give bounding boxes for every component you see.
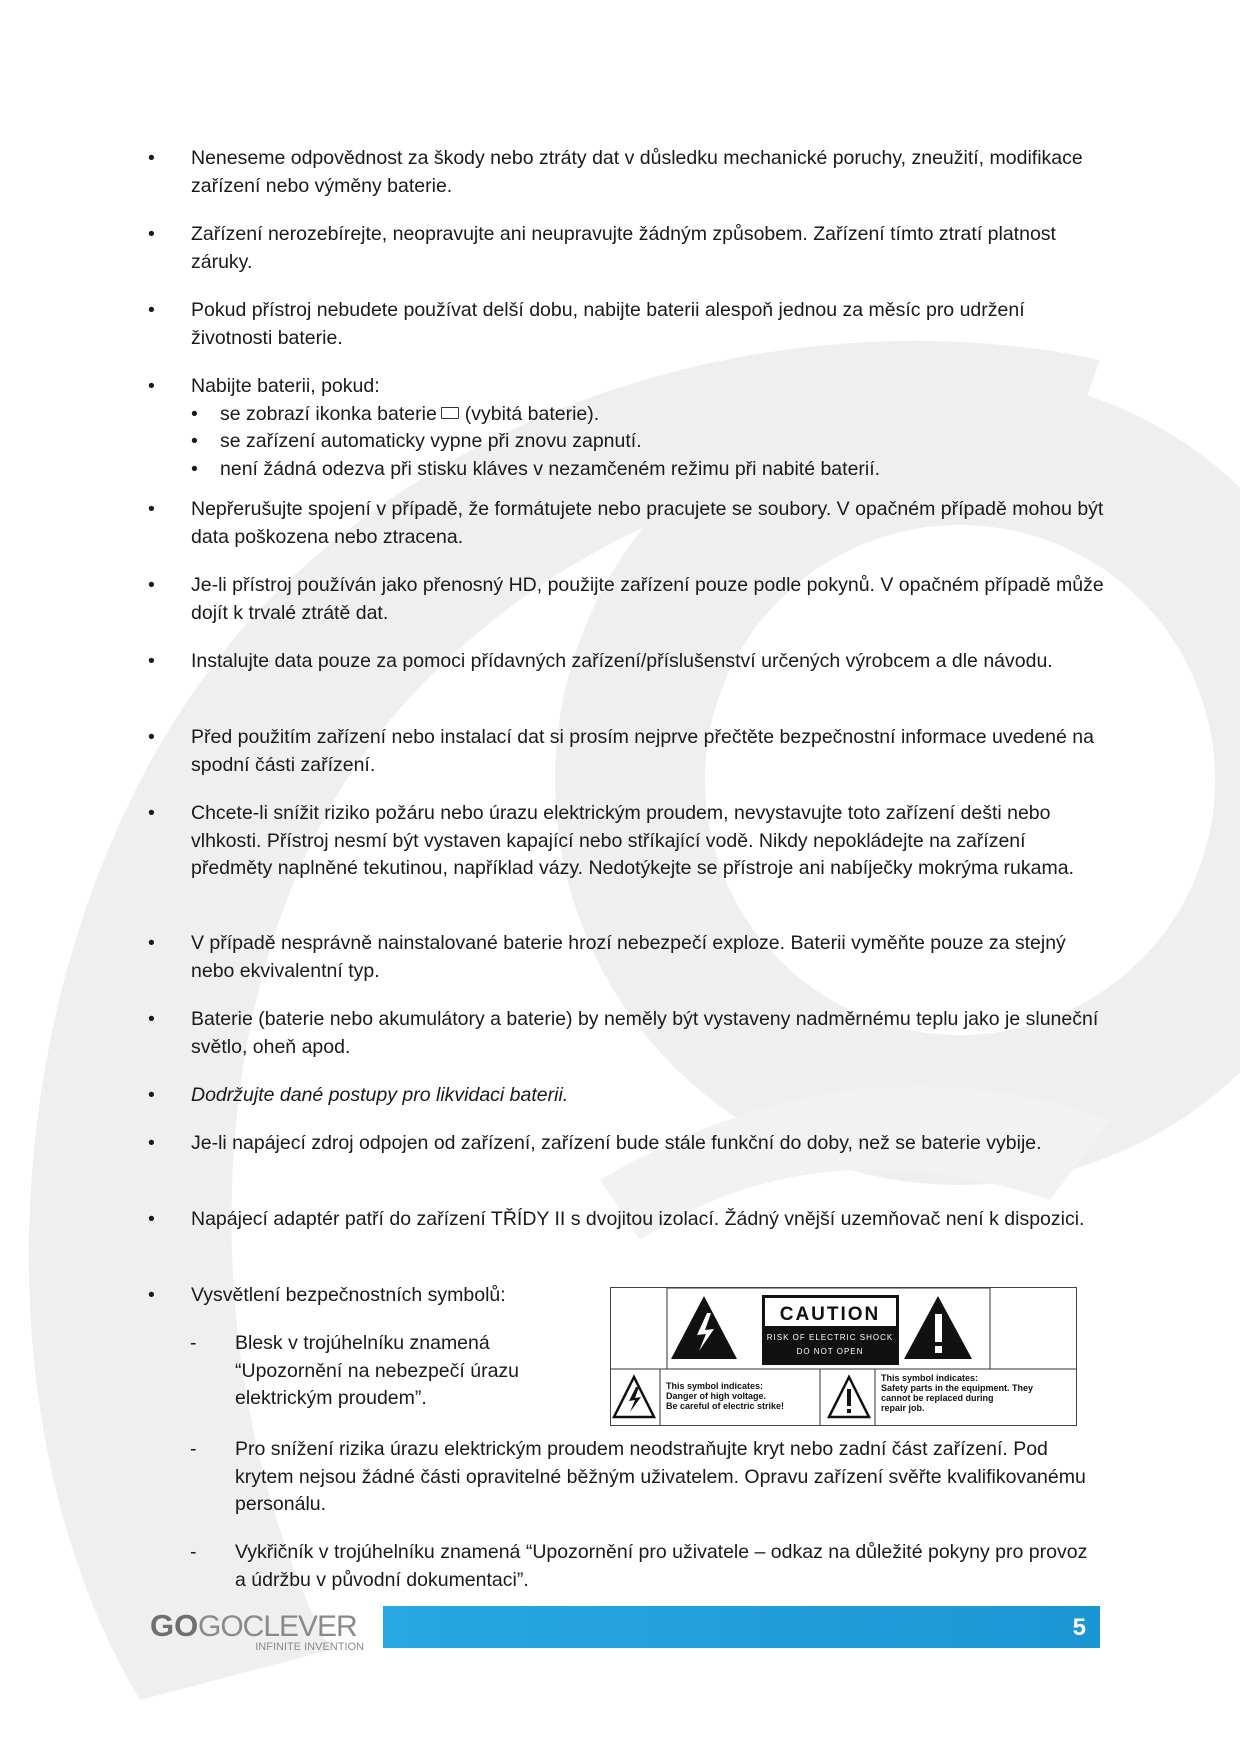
logo-go-mark: GO (150, 1608, 199, 1643)
dash-marker: - (190, 1541, 197, 1563)
bullet-marker: • (148, 299, 155, 321)
bullet-marker: • (148, 1084, 155, 1106)
bullet-item: • Je-li napájecí zdroj odpojen od zařízení, zařízení bude stále funkční do doby, než se baterie vybije. (148, 1130, 1108, 1158)
bullet-item: • Nepřerušujte spojení v případě, že formátujete nebo pracujete se soubory. V opačném případě mohou být data poškozena nebo ztracena. (148, 498, 1104, 548)
bullet-item: • Napájecí adaptér patří do zařízení TŘÍDY II s dvojitou izolací. Žádný vnější uzemňovač není k dispozici. (148, 1206, 1108, 1234)
caution-label-image (610, 1287, 1077, 1426)
empty-battery-icon (441, 407, 459, 419)
bullet-item: • Dodržujte dané postupy pro likvidaci baterii. (148, 1082, 1108, 1110)
dash-marker: - (190, 1438, 197, 1460)
bullet-marker: • (148, 498, 155, 520)
bullet-item: • Vysvětlení bezpečnostních symbolů: (148, 1282, 598, 1310)
battery-conditions-list (191, 401, 1108, 484)
bullet-marker: • (148, 223, 155, 245)
bullet-marker: • (148, 375, 155, 397)
bullet-marker: • (148, 1008, 155, 1030)
bullet-item: • Chcete-li snížit riziko požáru nebo úrazu elektrickým proudem, nevystavujte toto zařízení dešti nebo vlhkosti. Přístroj nesmí být vystaven kapající nebo stříkající vodě. Nikdy nepokládejte na zařízení předměty naplněné tekutinou, například vázy. Nedotýkejte se přístroje ani nabíječky mokrýma rukama. (148, 802, 1074, 879)
bullet-item: • Zařízení nerozebírejte, neopravujte ani neupravujte žádným způsobem. Zařízení tímto ztratí platnost záruky. (148, 223, 1056, 273)
page-number: 5 (1072, 1614, 1086, 1641)
svg-text:Danger of high voltage.: Danger of high voltage. (666, 1391, 767, 1401)
bullet-item: • Nabijte baterii, pokud: • se zobrazí ikonka baterie (vybitá baterie). • se zařízení automaticky vypne při znovu zapnutí. • není žádná odezva při stisku kláves v nezamčeném režimu při nabité baterií. (148, 373, 1108, 483)
bullet-marker: • (148, 574, 155, 596)
svg-text:Safety parts in the equipment.: Safety parts in the equipment. They (881, 1383, 1034, 1393)
bullet-marker: • (148, 147, 155, 169)
caution-line2: DO NOT OPEN (796, 1347, 864, 1356)
bullet-marker: • (148, 932, 155, 954)
bullet-item: • Instalujte data pouze za pomoci přídavných zařízení/příslušenství určených výrobcem a dle návodu. (148, 648, 1108, 676)
bullet-marker: • (148, 650, 155, 672)
bullet-marker: • (148, 1208, 155, 1230)
bullet-marker: • (148, 1132, 155, 1154)
logo-wordmark: GOCLEVER (198, 1610, 357, 1643)
bullet-marker: • (148, 802, 155, 824)
bullet-item: • Před použitím zařízení nebo instalací dat si prosím nejprve přečtěte bezpečnostní informace uvedené na spodní části zařízení. (148, 726, 1094, 776)
logo-tagline: INFINITE INVENTION (255, 1641, 364, 1652)
caution-line1: RISK OF ELECTRIC SHOCK (766, 1333, 894, 1342)
bullet-item: • Pokud přístroj nebudete používat delší dobu, nabijte baterii alespoň jednou za měsíc pro udržení životnosti baterie. (148, 299, 1025, 349)
svg-text:This symbol indicates:: This symbol indicates: (881, 1373, 979, 1383)
svg-text:cannot be replaced during: cannot be replaced during (881, 1393, 994, 1403)
svg-text:This symbol indicates:: This symbol indicates: (666, 1381, 764, 1391)
bullet-item: • V případě nesprávně nainstalované baterie hrozí nebezpečí exploze. Baterii vyměňte pouze za stejný nebo ekvivalentní typ. (148, 932, 1066, 982)
symbol-note: - Pro snížení rizika úrazu elektrickým proudem neodstraňujte kryt nebo zadní část zařízení. Pod krytem nejsou žádné části opravitelné běžným uživatelem. Opravu zařízení svěřte kvalifikovanému personálu. (190, 1438, 1086, 1515)
bullet-item: • Neneseme odpovědnost za škody nebo ztráty dat v důsledku mechanické poruchy, zneužití, modifikace zařízení nebo výměny baterie. (148, 147, 1083, 197)
svg-text:Be careful of electric strike!: Be careful of electric strike! (666, 1401, 785, 1411)
sub-list-item: • se zobrazí ikonka baterie (vybitá baterie). (191, 402, 600, 425)
symbol-note: - Blesk v trojúhelníku znamená “Upozornění na nebezpečí úrazu elektrickým proudem”. (190, 1332, 520, 1409)
bullet-item: • Baterie (baterie nebo akumulátory a baterie) by neměly být vystaveny nadměrnému teplu jako je sluneční světlo, oheň apod. (148, 1008, 1099, 1058)
bullet-marker: • (148, 726, 155, 748)
svg-text:repair job.: repair job. (881, 1403, 925, 1413)
footer-bar (383, 1606, 1100, 1648)
bullet-item: • Je-li přístroj používán jako přenosný HD, použijte zařízení pouze podle pokynů. V opačném případě může dojít k trvalé ztrátě dat. (148, 574, 1104, 624)
caution-title: CAUTION (779, 1304, 881, 1325)
sub-list-item: • není žádná odezva při stisku kláves v nezamčeném režimu při nabité baterií. (191, 457, 881, 480)
bullet-marker: • (148, 1284, 155, 1306)
symbol-note: - Vykřičník v trojúhelníku znamená “Upozornění pro uživatele – odkaz na důležité pokyny pro provoz a údržbu v původní dokumentaci”. (190, 1541, 1088, 1591)
sub-list-item: • se zařízení automaticky vypne při znovu zapnutí. (191, 430, 642, 452)
dash-marker: - (190, 1332, 197, 1354)
goclever-logo (150, 1604, 370, 1652)
